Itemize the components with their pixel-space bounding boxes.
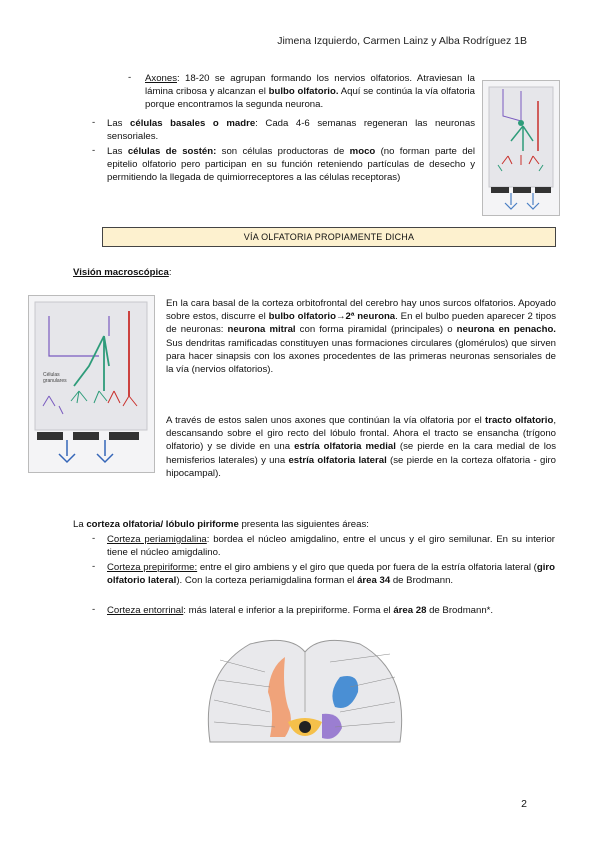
vision-macroscopica-title: Visión macroscópica:: [73, 267, 172, 278]
area-periamigdalina: Corteza periamigdalina: bordea el núcleo amigdalino, entre el uncus y el giro semilunar. En su interior tiene el núcleo amigdalino.: [107, 534, 555, 559]
axones-paragraph: Axones: 18-20 se agrupan formando los nervios olfatorios. Atraviesan la lámina cribosa y alcanzan el bulbo olfatorio. Aquí se continúa la vía olfatoria porque encontramos la segunda neurona.: [145, 73, 476, 111]
area-entorrinal: Corteza entorrinal: más lateral e inferior a la prepiriforme. Forma el área 28 de Brodmann*.: [107, 605, 494, 616]
olfactory-epithelium-figure-small: [482, 80, 560, 216]
tracto-paragraph: A través de estos salen unos axones que continúan la vía olfatoria por el tracto olfatorio, descansando sobre el giro recto del lóbulo frontal. Ahora el tracto se ensancha (trígono olfatorio) y se divide en una estría olfatoria medial (se pierde en la cara medial de los hemisferios laterales) y una estría olfatoria lateral (se pierde en la corteza olfatoria - giro hipocampal).: [166, 415, 556, 479]
bullet-dash: -: [128, 72, 132, 83]
svg-text:Células: Células: [43, 372, 60, 378]
bullet-dash: -: [92, 117, 96, 128]
page-number: 2: [521, 798, 527, 810]
bullet-dash: -: [92, 604, 96, 615]
brain-base-illustration: [190, 632, 420, 750]
bullet-dash: -: [92, 561, 96, 572]
olfactory-bulb-illustration: [29, 296, 154, 472]
bullet-dash: -: [92, 533, 96, 544]
brain-base-figure: [190, 632, 420, 750]
section-title-box: VÍA OLFATORIA PROPIAMENTE DICHA: [102, 227, 556, 247]
bullet-dash: -: [92, 145, 96, 156]
area-prepiriforme: Corteza prepiriforme: entre el giro ambiens y el giro que queda por fuera de la estría olfatoria lateral (giro olfatorio lateral). Con la corteza periamigdalina forman el área 34 de Brodmann.: [107, 562, 555, 587]
corteza-intro: La corteza olfatoria/ lóbulo piriforme presenta las siguientes áreas:: [73, 519, 369, 530]
olfactory-epithelium-illustration: [483, 81, 559, 215]
page-header: Jimena Izquierdo, Carmen Lainz y Alba Rodríguez 1B: [277, 35, 527, 47]
svg-text:granulares: granulares: [43, 378, 67, 384]
axones-term: Axones: [145, 73, 177, 84]
basales-paragraph: Las células basales o madre: Cada 4-6 semanas regeneran las neuronas sensoriales.: [107, 118, 475, 143]
sosten-paragraph: Las células de sostén: son células productoras de moco (no forman parte del epitelio olfatorio pero participan en su función reteniendo partículas de desecho y permitiendo la llegada de quimiorreceptores a las células receptoras): [107, 146, 475, 184]
olfactory-bulb-figure: [28, 295, 155, 473]
bulbo-paragraph: En la cara basal de la corteza orbitofrontal del cerebro hay unos surcos olfatorios. Apoyado sobre estos, discurre el bulbo olfatorio→2ª neurona. En el bulbo pueden aparecer 2 tipos de neuronas: neurona mitral con forma piramidal (principales) o neurona en penacho. Sus dendritas ramificadas constituyen unas formaciones circulares (glomérulos) que sirven para hacer sinapsis con los axones procedentes de las primeras neuronas sensoriales de la vía (nervios olfatorios).: [166, 298, 556, 376]
